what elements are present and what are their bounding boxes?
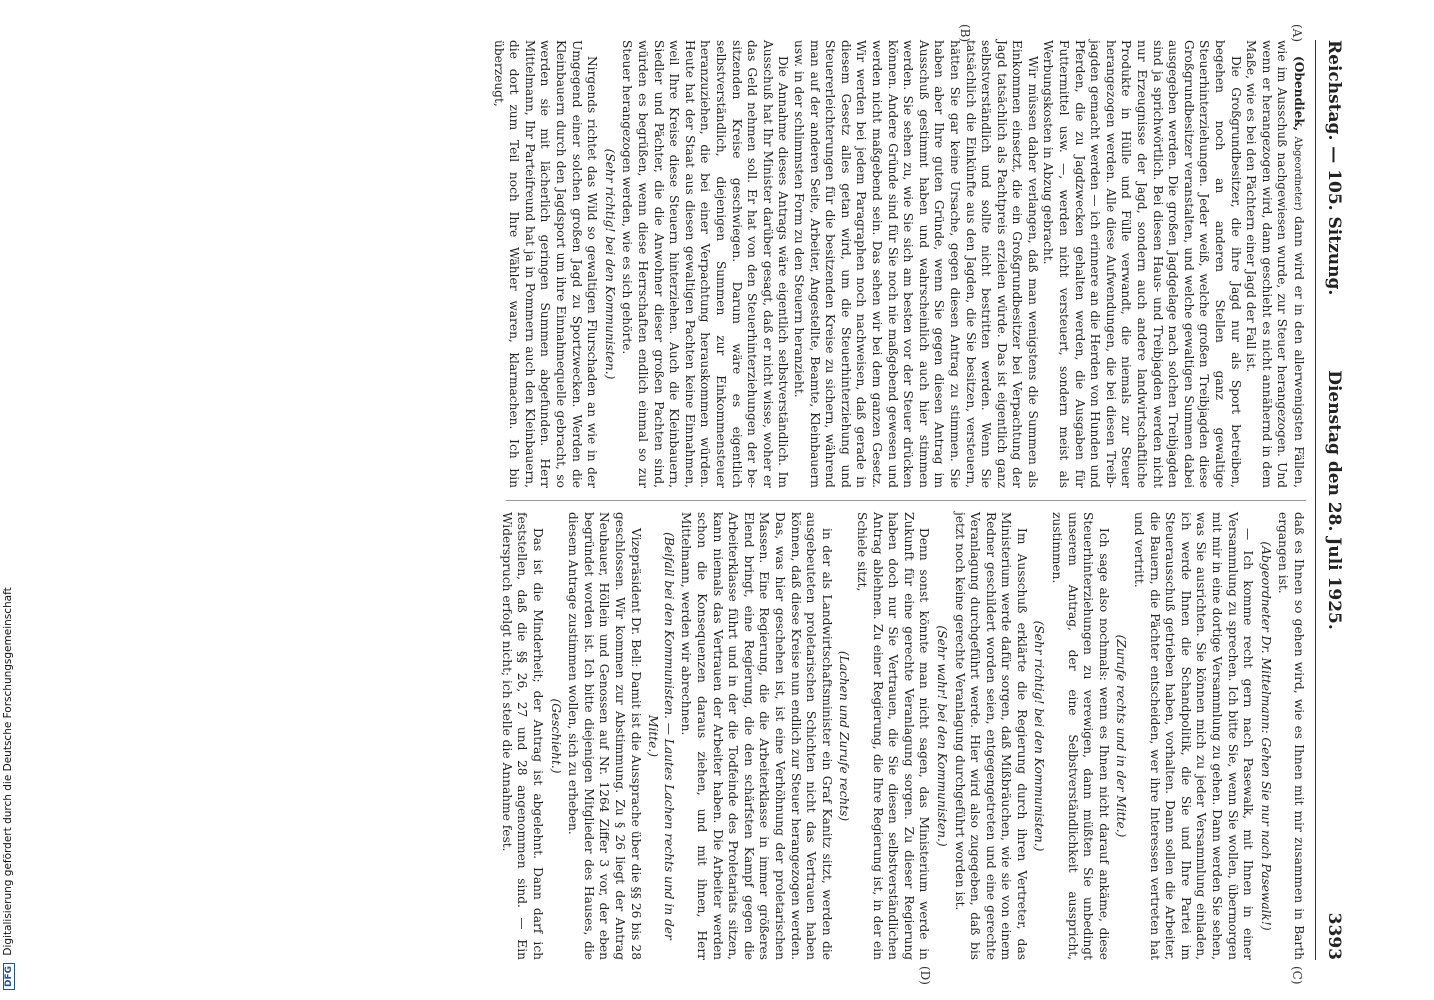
header-left: Reichstag. — 105. Sitzung. [1324,40,1344,296]
paragraph: Denn sonst könnte man nicht sagen, das Ministerium werde in Zukunft für eine gerechte Veranlagung sorgen. Zu dieser Regierung haben doch nur Sie Vertrauen, die Sie diesen selbstverständlichen Antrag ablehnen. Zu einer Regierung, die Ihre Regierung ist, in der ein Schiele sitzt, [854,512,932,960]
interjection: (Lachen und Zurufe rechts) [837,650,852,822]
paragraph: Die Großgrundbesitzer, die ihre Jagd nur als Sport betreiben, begehen noch an anderen Stellen ganz gewaltige Steuerhinterziehungen. Jeder weiß, welche großen Treibjagden diese Großgrundbesitzer veranstalten, und welche gewaltigen Summen dabei ausgegeben werden. Die großen Jagdgelage nach solchen Treibjagden sind ja sprichwörtlich. Bei diesen Haus- und Treibjagden werden nicht nur Erzeugnisse der Jagd, sondern auch andere landwirtschaftliche Produkte in Hülle und Fülle verwandt, die niemals zur Steuer herangezogen werden. Alle diese Aufwendungen, die bei diesen Treibjagden gemacht werden — ich erinnere an die Herden von Hunden und Pferden, die zu Jagdzwecken gehalten werden, die Ausgaben für Futtermittel usw. —, werden nicht versteuert, sondern meist als Werbungskosten in Abzug gebracht. [1041,40,1243,488]
paragraph-text: dann wird er in den allerwenigsten Fällen, wie im Ausschuß nachgewiesen wurde, zur Steuer herangezogen. Und wenn er herangezogen wird, dann geschieht es nicht annähernd in dem Maße, wie es bei den Pächtern einer Jagd der Fall ist. [1244,40,1306,488]
interjection: (Sehr richtig! bei den Kommunisten.) [602,148,617,380]
header-date: Dienstag den 28. Juli 1925. [1324,370,1344,630]
page-header [1316,40,1344,960]
margin-mark-d: (D) [918,966,932,985]
paragraph: Im Ausschuß erklärte die Regierung durch ihren Vertreter, das Ministerium werde dafür sorgen, daß Mißbräuchen, wie sie von einem Redner geschildert worden seien, entgegengetreten und eine gerechte Veranlagung durchgeführt werde. Hier wird also zugegeben, daß bis jetzt noch keine gerechte Veranlagung durchgeführt worden ist. [952,512,1029,960]
margin-mark-c: (C) [1290,966,1304,985]
left-text-column [490,40,1306,488]
footer-text: Digitalisierung gefördert durch die Deutsche Forschungsgemeinschaft [2,587,14,956]
page-number: 3393 [1324,912,1344,960]
digitization-footer [2,0,16,990]
rotated-document-page [52,0,1352,1000]
interjection: (Abgeordneter Dr. Mittelmann: Gehen Sie nur nach Pasewalk!) [1258,541,1273,931]
interjection: (Beifall bei den Kommunisten. — Lautes Lachen rechts und in der Mitte.) [646,532,676,940]
speaker-note: Abgeordneter) [1292,136,1303,211]
speaker-name: (Obendiek, [1292,56,1306,132]
paragraph: Wir müssen daher verlangen, daß man wenigstens die Summen als Einkommen einsetzt, die ein Großgrundbesitzer bei Verpachtung der Jagd tatsächlich als Pachtpreis erzielen würde. Das ist eigentlich ganz selbstverständlich und sollte nicht bestritten werden. Wenn Sie tatsächlich die Einkünfte aus den Jagden, die Sie besitzen, versteuern, hätten Sie gar keine Ursache, gegen diesen Antrag zu stimmen. Sie haben aber Ihre guten Gründe, wenn Sie gegen diesen Antrag im Ausschuß gestimmt haben und wahrscheinlich auch hier stimmen werden. Sie sehen zu, wie Sie sich am besten vor der Steuer drücken können. Andere Gründe sind für Sie noch nie maßgebend gewesen und werden nicht maßgebend sein. Das sehen wir bei dem ganzen Gesetz. Wir werden bei jedem Paragraphen noch nachweisen, daß gerade in diesem Gesetz alles getan wird, um die Steuerhinterziehung und Steuererleichterungen für die besitzenden Kreise zu sichern, während man auf der anderen Seite, Arbeiter, Angestellte, Beamte, Kleinbauern usw. in der schlimmsten Form zu den Steuern heranzieht. [792,40,1040,488]
paragraph: Vizepräsident Dr. Bell: Damit ist die Aussprache über die §§ 26 bis 28 geschlossen. Wir kommen zur Abstimmung. Zu § 26 liegt der Antrag Neubauer, Höllein und Genossen auf Nr. 1264 Ziffer 3 vor, der eben begründet worden ist. Ich bitte diejenigen Mitglieder des Hauses, die diesem Antrage zustimmen wollen, sich zu erheben. [566,512,643,960]
dfg-logo: DFG [3,963,15,990]
margin-mark-a: (A) [1290,24,1304,43]
interjection: (Sehr wahr! bei den Kommunisten.) [934,625,949,847]
paragraph: in der als Landwirtschaftsminister ein Graf Kanitz sitzt, werden die ausgebeuteten proletarischen Schichten nicht das Vertrauen haben können, daß diese Kreise nun endlich zur Steuer herangezogen werden. Das, was hier geschehen ist, ist eine Verhöhnung der proletarischen Massen. Eine Regierung, die die Arbeiterklasse in immer größeres Elend bringt, eine Regierung, die den schärfsten Kampf gegen die Arbeiterklasse führt und in der die Todfeinde des Proletariats sitzen, kann niemals das Vertrauen der Arbeiter haben. Die Arbeiter werden schon die Konsequenzen daraus ziehen, und mit ihnen, Herr Mittelmann, werden wir abrechnen. [679,512,834,960]
speaker-paragraph [1243,40,1306,488]
interjection: (Zurufe rechts und in der Mitte.) [1114,634,1129,838]
paragraph: — Ich komme recht gern nach Pasewalk, mit Ihnen in einer Versammlung zu sprechen. Ich bitte Sie, wenn Sie wollen, übermorgen mit mir in eine dortige Versammlung zu gehen. Dann werden Sie sehen, was Sie ausrichten. Sie können mich zu jeder Versammlung einladen, ich werde Ihnen die Schandpolitik, die Sie und Ihre Partei im Steuerausschuß getrieben haben, vorhalten. Dann sollen die Arbeiter, die Bauern, die Pächter entscheiden, wer ihre Interessen vertreten hat und vertritt. [1132,512,1256,960]
paragraph: daß es Ihnen so gehen wird, wie es Ihnen mit mir zusammen in Barth ergangen ist. [1276,512,1306,960]
interjection: (Geschieht.) [548,698,563,774]
paragraph: Nirgends richtet das Wild so gewaltigen Flurschaden an wie in der Umgegend einer solchen großen Jagd zu Sportzwecken. Werden die Kleinbauern durch den Jagdsport um ihre Einnahmequelle gebracht, so werden sie mit lächerlich geringen Summen abgefunden. Herr Mittelmann, Ihr Parteifreund hat ja in Pommern auch den Kleinbauern, die dort zum Teil noch Ihre Wähler waren, klarmachen. Ich bin überzeugt, [491,40,600,488]
right-text-column [498,512,1306,960]
margin-mark-b: (B) [958,24,972,43]
column-divider [506,500,1306,501]
interjection: (Sehr richtig! bei den Kommunisten.) [1032,620,1047,852]
paragraph: Das ist die Minderheit; der Antrag ist abgelehnt. Dann darf ich feststellen, daß die §§ 26, 27 und 28 angenommen sind. — Ein Widerspruch erfolgt nicht; ich stelle die Annahme fest. [499,512,546,960]
header-rule [1315,40,1316,960]
paragraph: Ich sage also nochmals: wenn es Ihnen nicht darauf ankäme, diese Steuerhinterziehungen zu verewigen, dann müßten Sie unbedingt unserem Antrag, der eine Selbstverständlichkeit ausspricht, zustimmen. [1050,512,1111,960]
paragraph: Die Annahme dieses Antrags wäre eigentlich selbstverständlich. Im Ausschuß hat Ihr Minister darüber gesagt, daß er nicht wisse, woher er das Geld nehmen soll. Er hat von den Steuerhinterziehungen der besitzenden Kreise geschwiegen. Darum wäre es eigentlich selbstverständlich, diejenigen Summen zur Einkommensteuer heranzuziehen, die bei einer Verpachtung herauskommen würden. Heute hat der Staat aus diesen gewaltigen Pachten keine Einnahmen, weil Ihre Kreise diese Steuern hinterziehen. Auch die Kleinbauern, Siedler und Pächter, die die Anwohner dieser großen Pachten sind, würden es begrüßen, wenn diese Herrschaften endlich einmal so zur Steuer herangezogen werden, wie es sich gehörte. [620,40,791,488]
